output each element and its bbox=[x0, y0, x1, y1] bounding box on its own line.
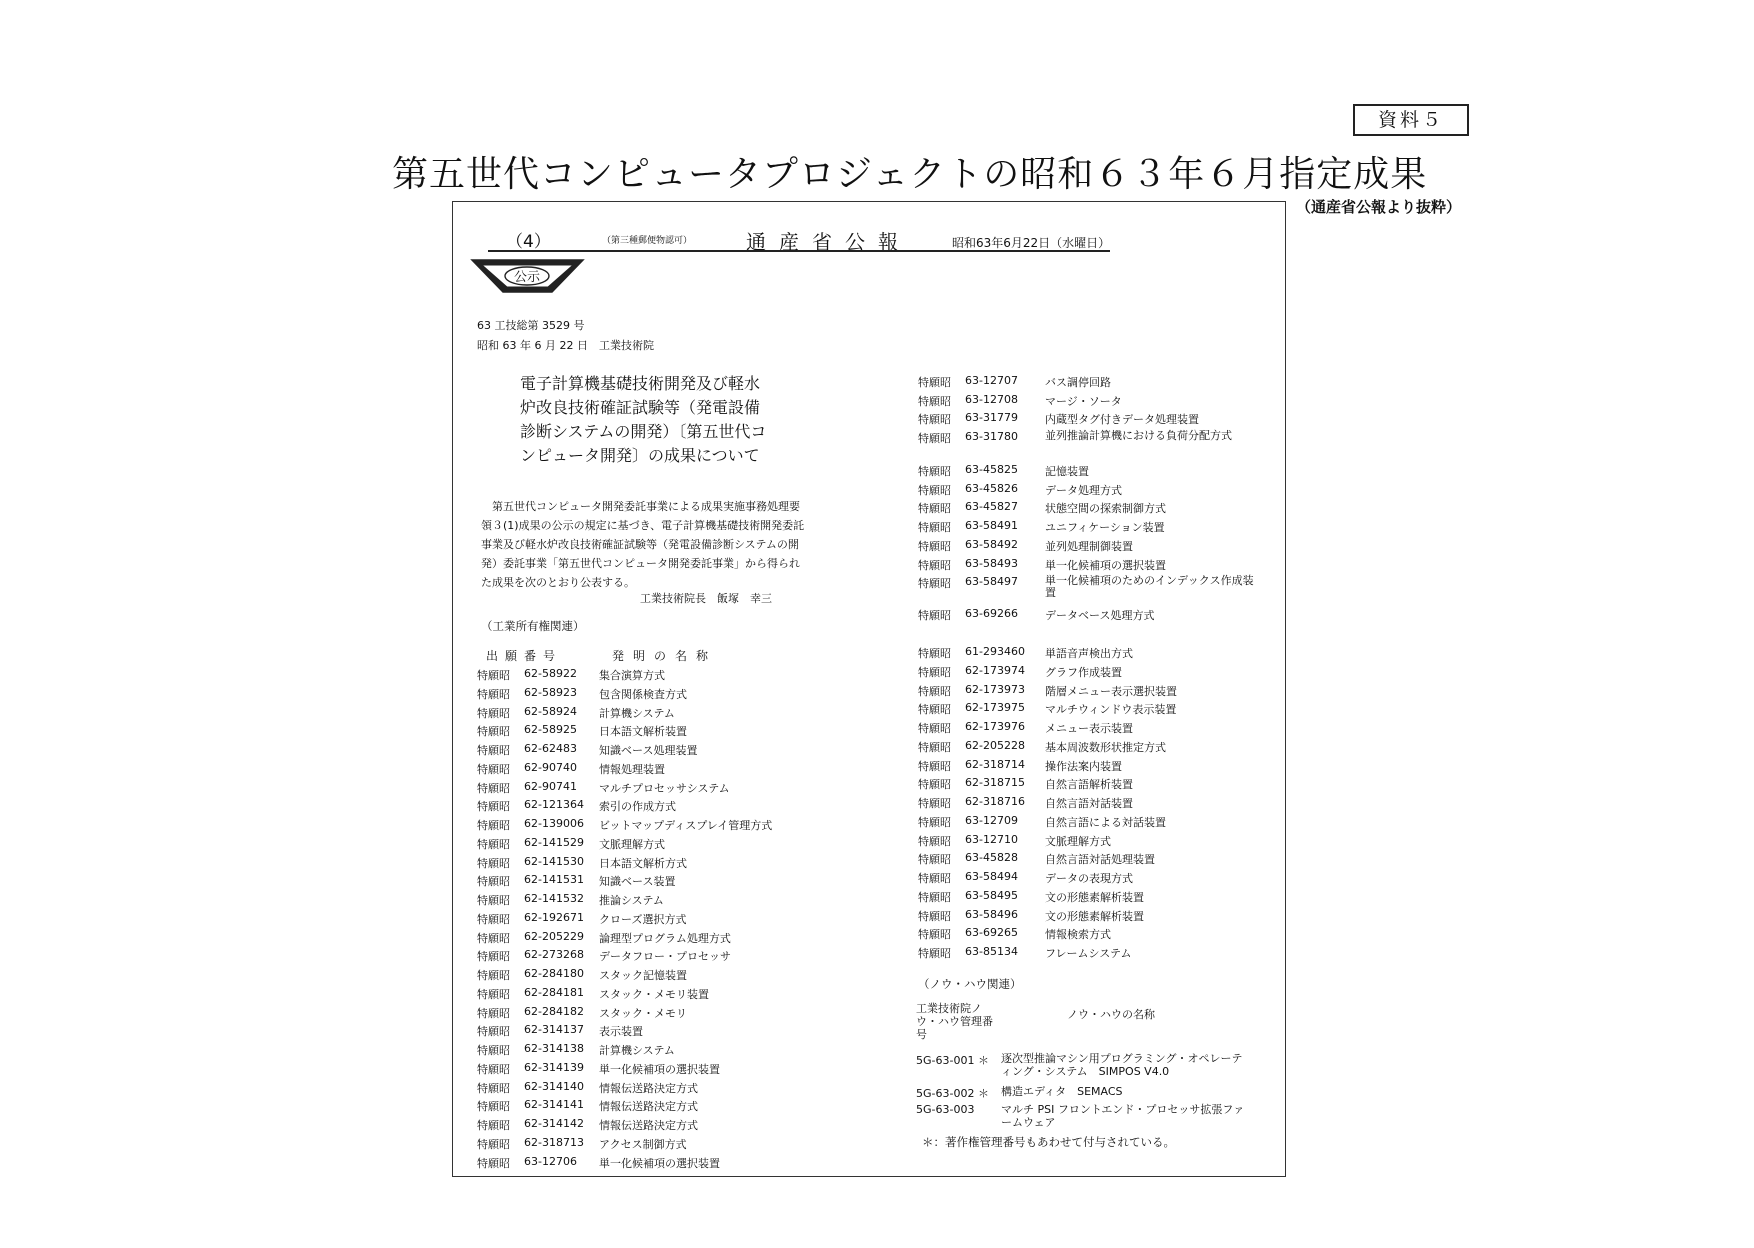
patent-number: 63-58493 bbox=[965, 557, 1018, 570]
patent-name: 自然言語による対話装置 bbox=[1045, 816, 1166, 829]
patent-number: 62-58923 bbox=[524, 686, 577, 699]
patent-number: 63-58491 bbox=[965, 519, 1018, 532]
patent-name: 内蔵型タグ付きデータ処理装置 bbox=[1045, 413, 1199, 426]
patent-number: 63-12710 bbox=[965, 833, 1018, 846]
patent-kind: 特願昭 bbox=[477, 950, 510, 963]
patent-kind: 特願昭 bbox=[477, 800, 510, 813]
patent-number: 62-314141 bbox=[524, 1098, 584, 1111]
patent-number: 63-12709 bbox=[965, 814, 1018, 827]
patent-number: 63-85134 bbox=[965, 945, 1018, 958]
patent-name: フレームシステム bbox=[1045, 947, 1132, 960]
patent-kind: 特願昭 bbox=[918, 395, 951, 408]
patent-kind: 特願昭 bbox=[918, 703, 951, 716]
patent-kind: 特願昭 bbox=[918, 778, 951, 791]
patent-number: 62-318713 bbox=[524, 1136, 584, 1149]
patent-name: 日本語文解析装置 bbox=[599, 725, 687, 738]
patent-number: 62-284181 bbox=[524, 986, 584, 999]
knowhow-id: 5G-63-003 bbox=[916, 1103, 975, 1116]
patent-kind: 特願昭 bbox=[918, 577, 951, 590]
patent-name: 文脈理解方式 bbox=[599, 838, 665, 851]
patent-name: 単一化候補項の選択装置 bbox=[599, 1063, 720, 1076]
koukoku-badge bbox=[470, 258, 585, 294]
patent-name: クローズ選択方式 bbox=[599, 913, 687, 926]
patent-name: アクセス制御方式 bbox=[599, 1138, 687, 1151]
patent-name: 推論システム bbox=[599, 894, 664, 907]
notice-title: 電子計算機基礎技術開発及び軽水炉改良技術確証試験等（発電設備診断システムの開発）〔第五世代コンピュータ開発〕の成果について bbox=[520, 374, 767, 465]
patent-kind: 特願昭 bbox=[918, 835, 951, 848]
patent-kind: 特願昭 bbox=[918, 891, 951, 904]
patent-number: 63-69265 bbox=[965, 926, 1018, 939]
patent-number: 63-69266 bbox=[965, 607, 1018, 620]
patent-name: 知識ベース装置 bbox=[599, 875, 676, 888]
patent-kind: 特願昭 bbox=[918, 432, 951, 445]
patent-name: 文脈理解方式 bbox=[1045, 835, 1111, 848]
patent-kind: 特願昭 bbox=[477, 1100, 510, 1113]
patent-kind: 特願昭 bbox=[477, 1138, 510, 1151]
patent-number: 62-173975 bbox=[965, 701, 1025, 714]
patent-name: マージ・ソータ bbox=[1045, 395, 1122, 408]
patent-name: 状態空間の探索制御方式 bbox=[1045, 502, 1166, 515]
patent-name: 集合演算方式 bbox=[599, 669, 665, 682]
patent-name: グラフ作成装置 bbox=[1045, 666, 1122, 679]
patent-name: データ処理方式 bbox=[1045, 484, 1122, 497]
patent-number: 63-45828 bbox=[965, 851, 1018, 864]
patent-number: 63-12706 bbox=[524, 1155, 577, 1168]
patent-number: 63-58494 bbox=[965, 870, 1018, 883]
patent-kind: 特願昭 bbox=[477, 875, 510, 888]
notice-body: 第五世代コンピュータ開発委託事業による成果実施事務処理要領３(1)成果の公示の規定に基づき、電子計算機基礎技術開発委託事業及び軽水炉改良技術確証試験等（発電設備診断システムの開発）委託事業「第五世代コンピュータ開発委託事業」から得られた成果を次のとおり公表する。 bbox=[481, 500, 805, 589]
patent-number: 62-273268 bbox=[524, 948, 584, 961]
patent-kind: 特願昭 bbox=[918, 376, 951, 389]
patent-name: 情報伝送路決定方式 bbox=[599, 1119, 698, 1132]
patent-name: 階層メニュー表示選択装置 bbox=[1045, 685, 1177, 698]
gazette-name: 通産省公報 bbox=[746, 230, 911, 254]
patent-number: 62-314139 bbox=[524, 1061, 584, 1074]
patent-name: ユニフィケーション装置 bbox=[1045, 521, 1165, 534]
patent-number: 62-205229 bbox=[524, 930, 584, 943]
patent-kind: 特願昭 bbox=[918, 502, 951, 515]
patent-number: 62-173973 bbox=[965, 683, 1025, 696]
notice-doc-date: 昭和 63 年 6 月 22 日 工業技術院 bbox=[477, 339, 654, 352]
knowhow-id: 5G-63-001 ＊ bbox=[916, 1054, 989, 1067]
patent-number: 61-293460 bbox=[965, 645, 1025, 658]
patent-kind: 特願昭 bbox=[477, 763, 510, 776]
patent-kind: 特願昭 bbox=[918, 609, 951, 622]
patent-number: 62-58924 bbox=[524, 705, 577, 718]
patent-number: 63-58495 bbox=[965, 889, 1018, 902]
patent-number: 63-31780 bbox=[965, 430, 1018, 443]
patent-kind: 特願昭 bbox=[477, 1025, 510, 1038]
patent-name: 情報処理装置 bbox=[599, 763, 665, 776]
knowhow-name: 逐次型推論マシン用プログラミング・オペレーティング・システム SIMPOS V4.0 bbox=[1001, 1052, 1243, 1078]
patent-kind: 特願昭 bbox=[918, 647, 951, 660]
patent-name: 並列処理制御装置 bbox=[1045, 540, 1133, 553]
knowhow-name: 構造エディタ SEMACS bbox=[1001, 1085, 1123, 1098]
patent-kind: 特願昭 bbox=[918, 666, 951, 679]
patent-number: 63-12708 bbox=[965, 393, 1018, 406]
patent-name: 情報検索方式 bbox=[1045, 928, 1111, 941]
patent-number: 62-58922 bbox=[524, 667, 577, 680]
patent-number: 62-173974 bbox=[965, 664, 1025, 677]
patent-number: 62-90741 bbox=[524, 780, 577, 793]
patent-name: データの表現方式 bbox=[1045, 872, 1133, 885]
patent-number: 62-314137 bbox=[524, 1023, 584, 1036]
patent-kind: 特願昭 bbox=[477, 819, 510, 832]
patent-name: 基本周波数形状推定方式 bbox=[1045, 741, 1166, 754]
patent-name: メニュー表示装置 bbox=[1045, 722, 1133, 735]
patent-number: 62-284180 bbox=[524, 967, 584, 980]
patent-number: 62-192671 bbox=[524, 911, 584, 924]
knowhow-id: 5G-63-002 ＊ bbox=[916, 1087, 989, 1100]
patent-kind: 特願昭 bbox=[477, 1044, 510, 1057]
patent-name: 知識ベース処理装置 bbox=[599, 744, 698, 757]
patent-kind: 特願昭 bbox=[477, 857, 510, 870]
patent-name: データベース処理方式 bbox=[1045, 609, 1155, 622]
bulletin-permit: （第三種郵便物認可） bbox=[602, 236, 693, 246]
patent-name: スタック記憶装置 bbox=[599, 969, 687, 982]
patent-number: 63-45826 bbox=[965, 482, 1018, 495]
patent-kind: 特願昭 bbox=[918, 484, 951, 497]
patent-name: 論理型プログラム処理方式 bbox=[599, 932, 731, 945]
patent-kind: 特願昭 bbox=[477, 688, 510, 701]
source-note: （通産省公報より抜粋） bbox=[1296, 198, 1462, 216]
patent-number: 62-141532 bbox=[524, 892, 584, 905]
patent-kind: 特願昭 bbox=[477, 782, 510, 795]
patent-name: 計算機システム bbox=[599, 1044, 675, 1057]
patent-kind: 特願昭 bbox=[918, 816, 951, 829]
patent-kind: 特願昭 bbox=[477, 913, 510, 926]
notice-signer: 工業技術院長 飯塚 幸三 bbox=[640, 592, 772, 605]
knowhow-footnote: ＊：著作権管理番号もあわせて付与されている。 bbox=[922, 1135, 1175, 1149]
patent-number: 62-121364 bbox=[524, 798, 584, 811]
patent-number: 62-62483 bbox=[524, 742, 577, 755]
patent-kind: 特願昭 bbox=[918, 741, 951, 754]
patent-kind: 特願昭 bbox=[918, 413, 951, 426]
patent-name: 情報伝送路決定方式 bbox=[599, 1082, 698, 1095]
patent-kind: 特願昭 bbox=[477, 1063, 510, 1076]
patent-number: 62-314138 bbox=[524, 1042, 584, 1055]
patent-kind: 特願昭 bbox=[918, 947, 951, 960]
patent-number: 62-90740 bbox=[524, 761, 577, 774]
patent-number: 62-58925 bbox=[524, 723, 577, 736]
patent-kind: 特願昭 bbox=[477, 1119, 510, 1132]
patent-kind: 特願昭 bbox=[918, 465, 951, 478]
patent-number: 62-141530 bbox=[524, 855, 584, 868]
patent-kind: 特願昭 bbox=[918, 521, 951, 534]
patent-kind: 特願昭 bbox=[477, 1007, 510, 1020]
patent-name: 表示装置 bbox=[599, 1025, 643, 1038]
patent-name: スタック・メモリ装置 bbox=[599, 988, 709, 1001]
patent-name: 操作法案内装置 bbox=[1045, 760, 1122, 773]
patent-number: 62-314142 bbox=[524, 1117, 584, 1130]
patent-name: 単一化候補項のためのインデックス作成装置 bbox=[1045, 574, 1254, 599]
patent-kind: 特願昭 bbox=[477, 1082, 510, 1095]
knowhow-header-name: ノウ・ハウの名称 bbox=[1067, 1008, 1155, 1021]
patent-number: 63-12707 bbox=[965, 374, 1018, 387]
patent-name: スタック・メモリ bbox=[599, 1007, 687, 1020]
patent-kind: 特願昭 bbox=[477, 707, 510, 720]
patent-kind: 特願昭 bbox=[477, 969, 510, 982]
patent-name: 情報伝送路決定方式 bbox=[599, 1100, 698, 1113]
patent-number: 62-141529 bbox=[524, 836, 584, 849]
patent-name: ビットマップディスプレイ管理方式 bbox=[599, 819, 773, 832]
patent-number: 63-31779 bbox=[965, 411, 1018, 424]
patent-kind: 特願昭 bbox=[918, 872, 951, 885]
column-header-number: 出願番号 bbox=[486, 649, 563, 663]
patent-name: 文の形態素解析装置 bbox=[1045, 891, 1144, 904]
patent-kind: 特願昭 bbox=[477, 744, 510, 757]
knowhow-section-heading: （ノウ・ハウ関連） bbox=[918, 977, 1022, 991]
patent-name: 自然言語解析装置 bbox=[1045, 778, 1133, 791]
patent-kind: 特願昭 bbox=[918, 722, 951, 735]
patent-name: 包含関係検査方式 bbox=[599, 688, 687, 701]
column-header-name: 発明の名称 bbox=[612, 649, 718, 663]
patent-number: 62-284182 bbox=[524, 1005, 584, 1018]
patent-name: 単一化候補項の選択装置 bbox=[1045, 559, 1166, 572]
patent-number: 63-45825 bbox=[965, 463, 1018, 476]
koukoku-badge-text: 公示 bbox=[513, 270, 541, 285]
patent-number: 62-205228 bbox=[965, 739, 1025, 752]
patent-name: マルチウィンドウ表示装置 bbox=[1045, 703, 1177, 716]
patent-number: 62-318714 bbox=[965, 758, 1025, 771]
patent-number: 63-58492 bbox=[965, 538, 1018, 551]
patent-name: 並列推論計算機における負荷分配方式 bbox=[1045, 429, 1232, 442]
patent-name: 単一化候補項の選択装置 bbox=[599, 1157, 720, 1170]
patent-kind: 特願昭 bbox=[477, 1157, 510, 1170]
ip-section-heading: （工業所有権関連） bbox=[481, 619, 585, 633]
patent-kind: 特願昭 bbox=[477, 838, 510, 851]
header-rule bbox=[488, 250, 1110, 252]
patent-number: 62-318716 bbox=[965, 795, 1025, 808]
patent-number: 62-173976 bbox=[965, 720, 1025, 733]
patent-name: 索引の作成方式 bbox=[599, 800, 676, 813]
patent-name: 記憶装置 bbox=[1045, 465, 1089, 478]
patent-kind: 特願昭 bbox=[918, 760, 951, 773]
patent-number: 62-141531 bbox=[524, 873, 584, 886]
patent-number: 63-45827 bbox=[965, 500, 1018, 513]
patent-kind: 特願昭 bbox=[477, 725, 510, 738]
patent-number: 62-139006 bbox=[524, 817, 584, 830]
knowhow-header-number: 工業技術院ノウ・ハウ管理番号 bbox=[916, 1002, 993, 1041]
notice-doc-number: 63 工技総第 3529 号 bbox=[477, 319, 585, 332]
patent-name: マルチプロセッサシステム bbox=[599, 782, 730, 795]
patent-name: 文の形態素解析装置 bbox=[1045, 910, 1144, 923]
patent-name: 単語音声検出方式 bbox=[1045, 647, 1133, 660]
patent-name: 自然言語対話処理装置 bbox=[1045, 853, 1155, 866]
patent-kind: 特願昭 bbox=[918, 928, 951, 941]
patent-kind: 特願昭 bbox=[477, 894, 510, 907]
patent-kind: 特願昭 bbox=[918, 853, 951, 866]
document-label: 資料５ bbox=[1353, 104, 1469, 136]
patent-name: 日本語文解析方式 bbox=[599, 857, 687, 870]
patent-kind: 特願昭 bbox=[918, 685, 951, 698]
patent-kind: 特願昭 bbox=[918, 540, 951, 553]
gazette-date: 昭和63年6月22日（水曜日） bbox=[952, 236, 1111, 250]
patent-number: 63-58496 bbox=[965, 908, 1018, 921]
patent-kind: 特願昭 bbox=[477, 669, 510, 682]
patent-name: データフロー・プロセッサ bbox=[599, 950, 731, 963]
patent-number: 63-58497 bbox=[965, 575, 1018, 588]
patent-name: 自然言語対話装置 bbox=[1045, 797, 1133, 810]
patent-kind: 特願昭 bbox=[918, 797, 951, 810]
patent-name: 計算機システム bbox=[599, 707, 675, 720]
patent-kind: 特願昭 bbox=[477, 932, 510, 945]
page-title: 第五世代コンピュータプロジェクトの昭和６３年６月指定成果 bbox=[392, 154, 1428, 195]
bulletin-page-number: （4） bbox=[506, 232, 551, 252]
patent-kind: 特願昭 bbox=[918, 910, 951, 923]
patent-number: 62-318715 bbox=[965, 776, 1025, 789]
patent-kind: 特願昭 bbox=[918, 559, 951, 572]
knowhow-name: マルチ PSI フロントエンド・プロセッサ拡張ファームウェア bbox=[1001, 1103, 1245, 1129]
patent-number: 62-314140 bbox=[524, 1080, 584, 1093]
patent-kind: 特願昭 bbox=[477, 988, 510, 1001]
patent-name: バス調停回路 bbox=[1045, 376, 1111, 389]
